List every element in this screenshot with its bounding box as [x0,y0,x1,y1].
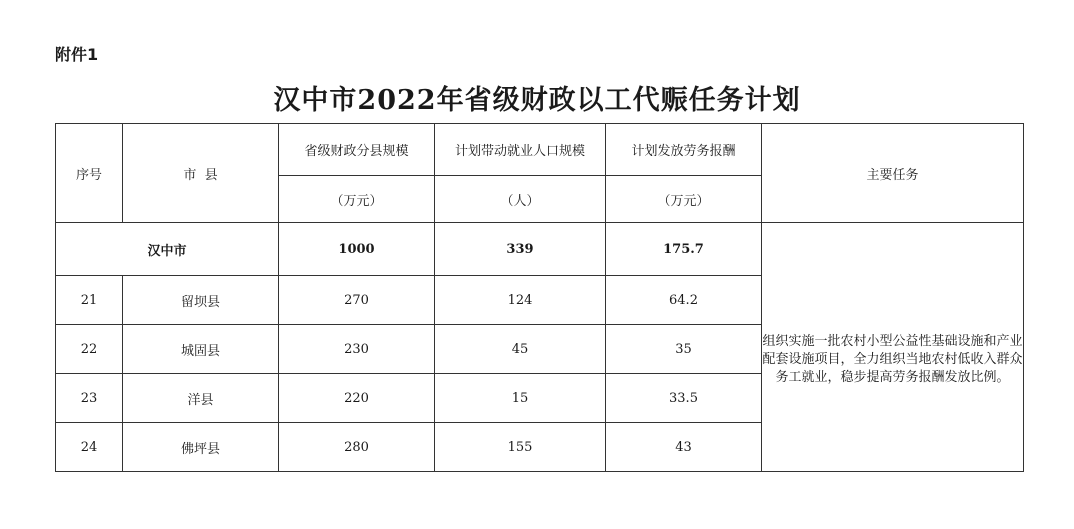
total-row [56,223,1024,276]
row-scale: 220 [279,374,435,423]
document-title: 汉中市2022年省级财政以工代赈任务计划 [273,85,801,116]
row-scale: 270 [279,276,435,325]
header-employment-unit: （人） [435,176,606,223]
row-pay: 33.5 [606,374,762,423]
row-pay: 64.2 [606,276,762,325]
row-seq: 22 [56,325,123,374]
main-task-text: 组织实施一批农村小型公益性基础设施和产业配套设施项目，全力组织当地农村低收入群众务工就业，稳步提高劳务报酬发放比例。 [762,334,1023,385]
row-employment: 45 [435,325,606,374]
total-pay: 175.7 [606,223,762,276]
row-county: 佛坪县 [123,423,279,472]
total-scale: 1000 [279,223,435,276]
row-county: 留坝县 [123,276,279,325]
row-seq: 23 [56,374,123,423]
row-county: 城固县 [123,325,279,374]
header-scale-unit: （万元） [279,176,435,223]
attachment-label: 附件1 [55,45,99,64]
total-name: 汉中市 [56,223,279,276]
row-employment: 155 [435,423,606,472]
header-scale: 省级财政分县规模 [279,124,435,176]
total-employment: 339 [435,223,606,276]
row-county: 洋县 [123,374,279,423]
header-pay-unit: （万元） [606,176,762,223]
header-county: 市 县 [123,124,279,223]
row-employment: 15 [435,374,606,423]
header-seq: 序号 [56,124,123,223]
row-scale: 280 [279,423,435,472]
row-pay: 35 [606,325,762,374]
main-task-cell [762,223,1024,472]
row-employment: 124 [435,276,606,325]
row-pay: 43 [606,423,762,472]
header-employment: 计划带动就业人口规模 [435,124,606,176]
task-plan-table [55,123,1024,472]
header-pay: 计划发放劳务报酬 [606,124,762,176]
row-seq: 21 [56,276,123,325]
row-seq: 24 [56,423,123,472]
header-row [56,124,1024,176]
header-task: 主要任务 [762,124,1024,223]
row-scale: 230 [279,325,435,374]
